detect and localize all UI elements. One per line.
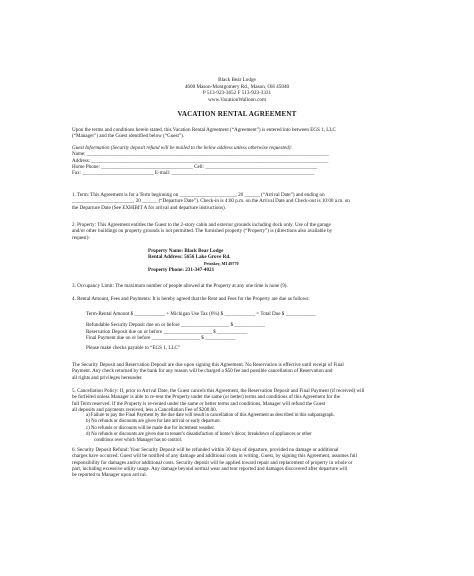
- list-item: conditions over which Manager has no control.: [94, 438, 182, 444]
- document-title: VACATION RENTAL AGREEMENT: [177, 110, 297, 118]
- property-phone: Property Phone: 231-347-4021: [148, 266, 215, 273]
- guest-info-block: [72, 145, 402, 176]
- intro-paragraph: [72, 127, 402, 140]
- text-line: responsibility for damages and/or additional costs. Security deposit will be applied toward repair and replacement of property in whole or: [72, 459, 353, 466]
- fee-line: Refundable Security Deposit due on or before ___________________ $ ____________: [86, 322, 265, 329]
- text-line: all deposits and payments received, less a Cancellation Fee of $200.00.: [72, 406, 217, 413]
- fees-block: [86, 311, 416, 351]
- fee-line: Term-Rental Amount $ ____________ + Michigan Use Tax (6%) $ ____________ = Total Due $ ____________: [86, 311, 317, 317]
- letterhead-line: 4600 Mason-Montgomery Rd., Mason, OH 45040: [184, 83, 290, 90]
- text-line: The Security Deposit and Reservation Deposit are due upon signing this Agreement. No Reservation is effective until receipt of Final: [72, 362, 344, 368]
- guest-name-field: Name: _______________________________________________________________________________________________: [72, 151, 329, 158]
- section-deposits: [72, 362, 402, 381]
- text-line: 3. Occupancy Limit: The maximum number of people allowed at the Property at any one time is none (9).: [72, 283, 288, 289]
- guest-phone-field: Home Phone: ____________________________________ Cell: ____________________________________________: [72, 163, 318, 170]
- text-line: be forfeited unless Manager is able to re-rent the Property under the same (or better) terms and conditions of this Agreement for the: [72, 394, 340, 401]
- list-item: a) Failure to pay the Final Payment by the due date will result in cancellation of this Agreement as described in this subparagraph.: [86, 413, 335, 419]
- text-line: request):: [72, 234, 90, 241]
- section-cancellation: [72, 388, 402, 445]
- text-line: Upon the terms and conditions herein stated, this Vacation Rental Agreement (“Agreement”) is entered into between EGS 1, LLC: [72, 127, 336, 133]
- letterhead-line: P 513-923-3652 F 513-923-3331: [202, 90, 272, 97]
- property-details: [148, 248, 474, 273]
- text-line: 6. Security Deposit Refund: Your Security Deposit will be refunded within 30 days of departure, provided no damage or additional: [72, 447, 339, 453]
- text-line: the Departure Date (See EXHIBIT A for arrival and departure instructions).: [72, 204, 226, 211]
- text-line: and/or other buildings on property grounds is not permitted. The furnished property (“Property”) is (directions also available by: [72, 228, 333, 235]
- section-rental-amount: [72, 296, 402, 302]
- text-line: ________________________, 20 ______ (“Departure Date”). Check-in is 4:00 p.m. on the Arrival Date and Check-out is 10:00 a.m. on: [72, 198, 350, 205]
- fee-line: Reservation Deposit due on or before ___________________ $ ____________: [86, 328, 248, 335]
- letterhead: [0, 77, 474, 103]
- guest-address-field: Address: _____________________________________________________________________________________________: [72, 157, 329, 164]
- property-address-city: Petoskey, MI 49770: [204, 260, 239, 266]
- text-line: (“Manager”) and the Guest identified below (“Guest”).: [72, 133, 185, 140]
- section-term: [72, 192, 402, 211]
- text-line: charges have occurred. Guest will be notified of any damage and additional costs in writing. Guest, by signing this Agreement, assumes full: [72, 453, 357, 460]
- text-line: 5. Cancellation Policy: If, prior to Arrival Date, the Guest cancels this Agreement, the Reservation Deposit and Final Payment (if received) will: [72, 388, 365, 394]
- property-name: Property Name: Black Bear Lodge: [148, 248, 224, 254]
- fee-line: Final Payment due on or before ___________________ $ ____________: [86, 334, 236, 341]
- text-line: Guest Information (Security deposit refund will be mailed to the below address unless otherwise requested):: [72, 145, 293, 151]
- list-item: c) No refunds or discounts will be made due for inclement weather.: [86, 425, 215, 431]
- section-security-refund: [72, 447, 402, 478]
- text-line: 2. Property: This Agreement entitles the Guest to the 2-story cabin and exterior grounds including dock only. Use of the garage: [72, 222, 331, 228]
- letterhead-line: Black Bear Lodge: [218, 77, 256, 83]
- text-line: 4. Rental Amount, Fees and Payments: It is hereby agreed that the Rent and Fees for the Property are due as follows:: [72, 296, 310, 302]
- text-line: 1. Term: This Agreement is for a Term beginning on ______________________, 20 ______ (“Arrival Date”) and ending on: [72, 192, 325, 198]
- text-line: Payment. Any check returned by the bank for any reason will be charged a $50 fee and possible cancellation of Reservation and: [72, 368, 333, 375]
- text-line: be reported to Manager upon arrival.: [72, 472, 147, 479]
- list-item: b) No refunds or discounts are given for late arrival or early departure.: [86, 419, 221, 425]
- list-item: d) No refunds or discounts are given due to tenant’s dissatisfaction of home’s décor, breakdown of appliances or other: [86, 432, 312, 438]
- text-line: part, including excessive utility usage. Any damage beyond normal wear and tear reported and damages discovered after departure will: [72, 465, 348, 472]
- text-line: all rights and privileges hereunder.: [72, 374, 143, 381]
- property-address: Rental Address: 5656 Lake Grove Rd.: [148, 254, 231, 261]
- section-occupancy: [72, 283, 402, 289]
- text-line: full Term reserved. If the Property is re-rented under the same or better terms and conditions, Manager will refund the Guest: [72, 400, 326, 407]
- fee-line: Please make checks payable to “EGS 1, LLC”: [86, 345, 181, 352]
- letterhead-line: www.VacationWalloon.com: [207, 96, 267, 103]
- guest-fax-email-field: Fax: ____________________________ E-mail: ________________________________________________________: [72, 170, 315, 177]
- section-property: [72, 222, 402, 241]
